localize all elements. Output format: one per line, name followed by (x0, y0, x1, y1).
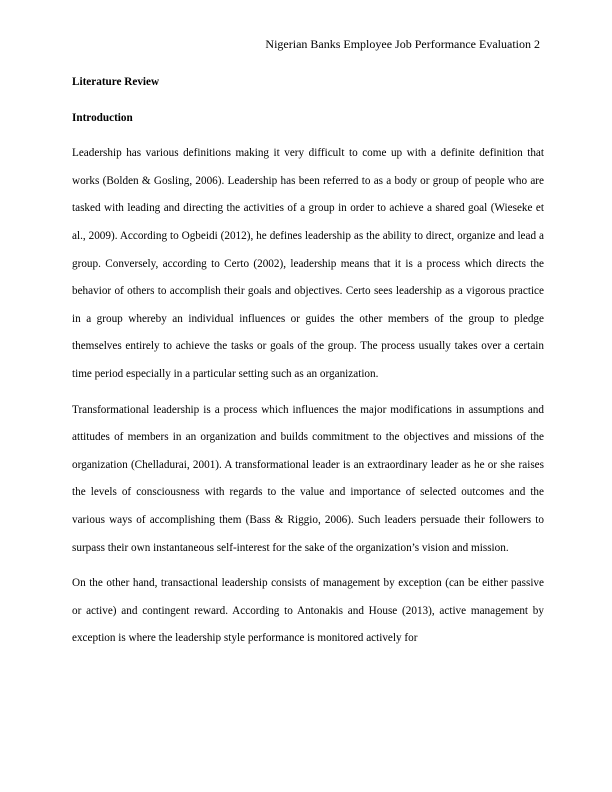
paragraph-transformational-leadership: Transformational leadership is a process which influences the major modifications in assumptions and attitudes of members in an organization and builds commitment to the objectives and missions of the organization (Chelladurai, 2001). A transformational leader is an extraordinary leader as he or she raises the levels of consciousness with regards to the value and importance of selected outcomes and the various ways of accomplishing them (Bass & Riggio, 2006). Such leaders persuade their followers to surpass their own instantaneous self-interest for the sake of the organization’s vision and mission. (72, 403, 544, 554)
paragraph-transactional-leadership: On the other hand, transactional leadership consists of management by exception (can be either passive or active) and contingent reward. According to Antonakis and House (2013), active management by exception is where the leadership style performance is monitored actively for (72, 577, 544, 645)
section-heading: Literature Review (72, 76, 160, 88)
document-body (72, 69, 544, 653)
paragraph-leadership-definitions: Leadership has various definitions making it very difficult to come up with a definite definition that works (Bolden & Gosling, 2006). Leadership has been referred to as a body or group of people who are tasked with leading and directing the activities of a group in order to achieve a shared goal (Wieseke et al., 2009). According to Ogbeidi (2012), he defines leadership as the ability to direct, organize and lead a group. Conversely, according to Certo (2002), leadership means that it is a process which directs the behavior of others to accomplish their goals and objectives. Certo sees leadership as a vigorous practice in a group whereby an individual influences or guides the other members of the group to pledge themselves entirely to achieve the tasks or goals of the group. The process usually takes over a certain time period especially in a particular setting such as an organization. (72, 147, 544, 380)
subsection-heading: Introduction (72, 111, 133, 124)
running-header: Nigerian Banks Employee Job Performance Evaluation 2 (265, 37, 540, 51)
